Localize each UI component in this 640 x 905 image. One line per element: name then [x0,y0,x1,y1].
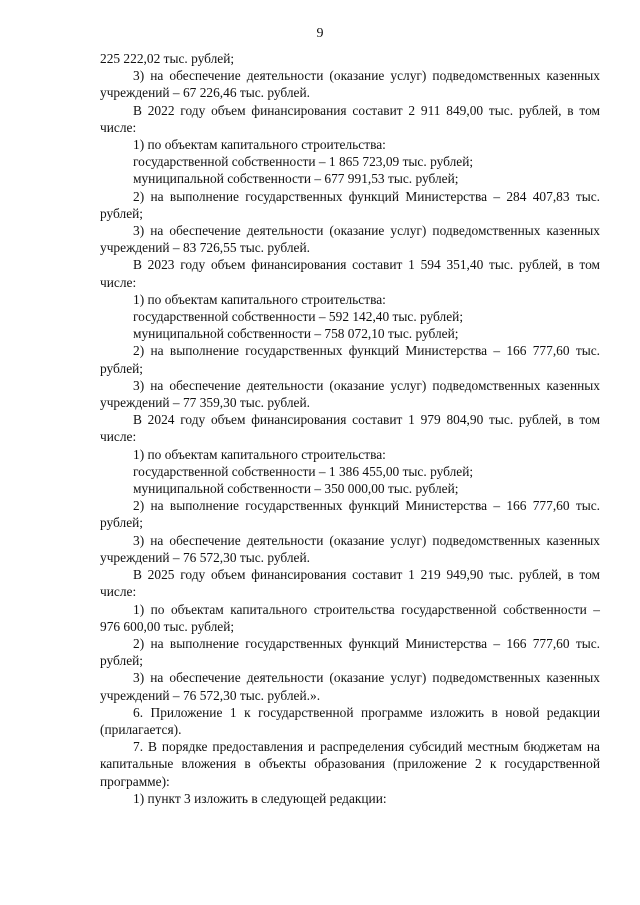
paragraph: государственной собственности – 1 386 455,00 тыс. рублей; [133,463,474,479]
document-body [100,50,600,807]
paragraph: В 2022 году объем финансирования составит 2 911 849,00 тыс. рублей, в том числе: [100,102,600,135]
paragraph: 2) на выполнение государственных функций Министерства – 166 777,60 тыс. рублей; [100,343,600,376]
paragraph: 2) на выполнение государственных функций Министерства – 166 777,60 тыс. рублей; [100,635,600,669]
paragraph: 225 222,02 тыс. рублей; [100,51,235,66]
paragraph: 1) по объектам капитального строительства государственной собственности – 976 600,00 тыс. рублей; [100,601,600,634]
paragraph: 2) на выполнение государственных функций Министерства – 166 777,60 тыс. рублей; [100,498,600,531]
paragraph: 2) на выполнение государственных функций Министерства – 284 407,83 тыс. рублей; [100,188,600,221]
paragraph: 7. В порядке предоставления и распределения субсидий местным бюджетам на капитальные вложения в объекты образования (приложение 2 к государственной программе): [100,739,600,789]
paragraph: 1) пункт 3 изложить в следующей редакции: [133,790,387,806]
paragraph: муниципальной собственности – 677 991,53 тыс. рублей; [133,171,459,187]
paragraph: муниципальной собственности – 758 072,10 тыс. рублей; [133,326,459,342]
paragraph: 3) на обеспечение деятельности (оказание услуг) подведомственных казенных учреждений – 77 359,30 тыс. рублей. [100,377,600,411]
paragraph: 6. Приложение 1 к государственной программе изложить в новой редакции (прилагается). [100,704,600,737]
paragraph: В 2024 году объем финансирования составит 1 979 804,90 тыс. рублей, в том числе: [100,412,600,445]
paragraph: 3) на обеспечение деятельности (оказание услуг) подведомственных казенных учреждений – 76 572,30 тыс. рублей.». [100,670,600,703]
paragraph: 3) на обеспечение деятельности (оказание услуг) подведомственных казенных учреждений – 83 726,55 тыс. рублей. [100,223,600,256]
page-number: 9 [316,26,324,41]
paragraph: 1) по объектам капитального строительства: [133,446,386,462]
paragraph: муниципальной собственности – 350 000,00 тыс. рублей; [133,481,459,497]
paragraph: государственной собственности – 592 142,40 тыс. рублей; [133,309,464,325]
paragraph: 1) по объектам капитального строительства: [133,137,386,153]
paragraph: государственной собственности – 1 865 723,09 тыс. рублей; [133,154,474,170]
paragraph: 1) по объектам капитального строительства: [133,291,386,307]
paragraph: 3) на обеспечение деятельности (оказание услуг) подведомственных казенных учреждений – 76 572,30 тыс. рублей. [100,532,600,565]
paragraph: В 2023 году объем финансирования составит 1 594 351,40 тыс. рублей, в том числе: [100,257,600,290]
paragraph: 3) на обеспечение деятельности (оказание услуг) подведомственных казенных учреждений – 67 226,46 тыс. рублей. [100,68,600,101]
paragraph: В 2025 году объем финансирования составит 1 219 949,90 тыс. рублей, в том числе: [100,567,600,600]
